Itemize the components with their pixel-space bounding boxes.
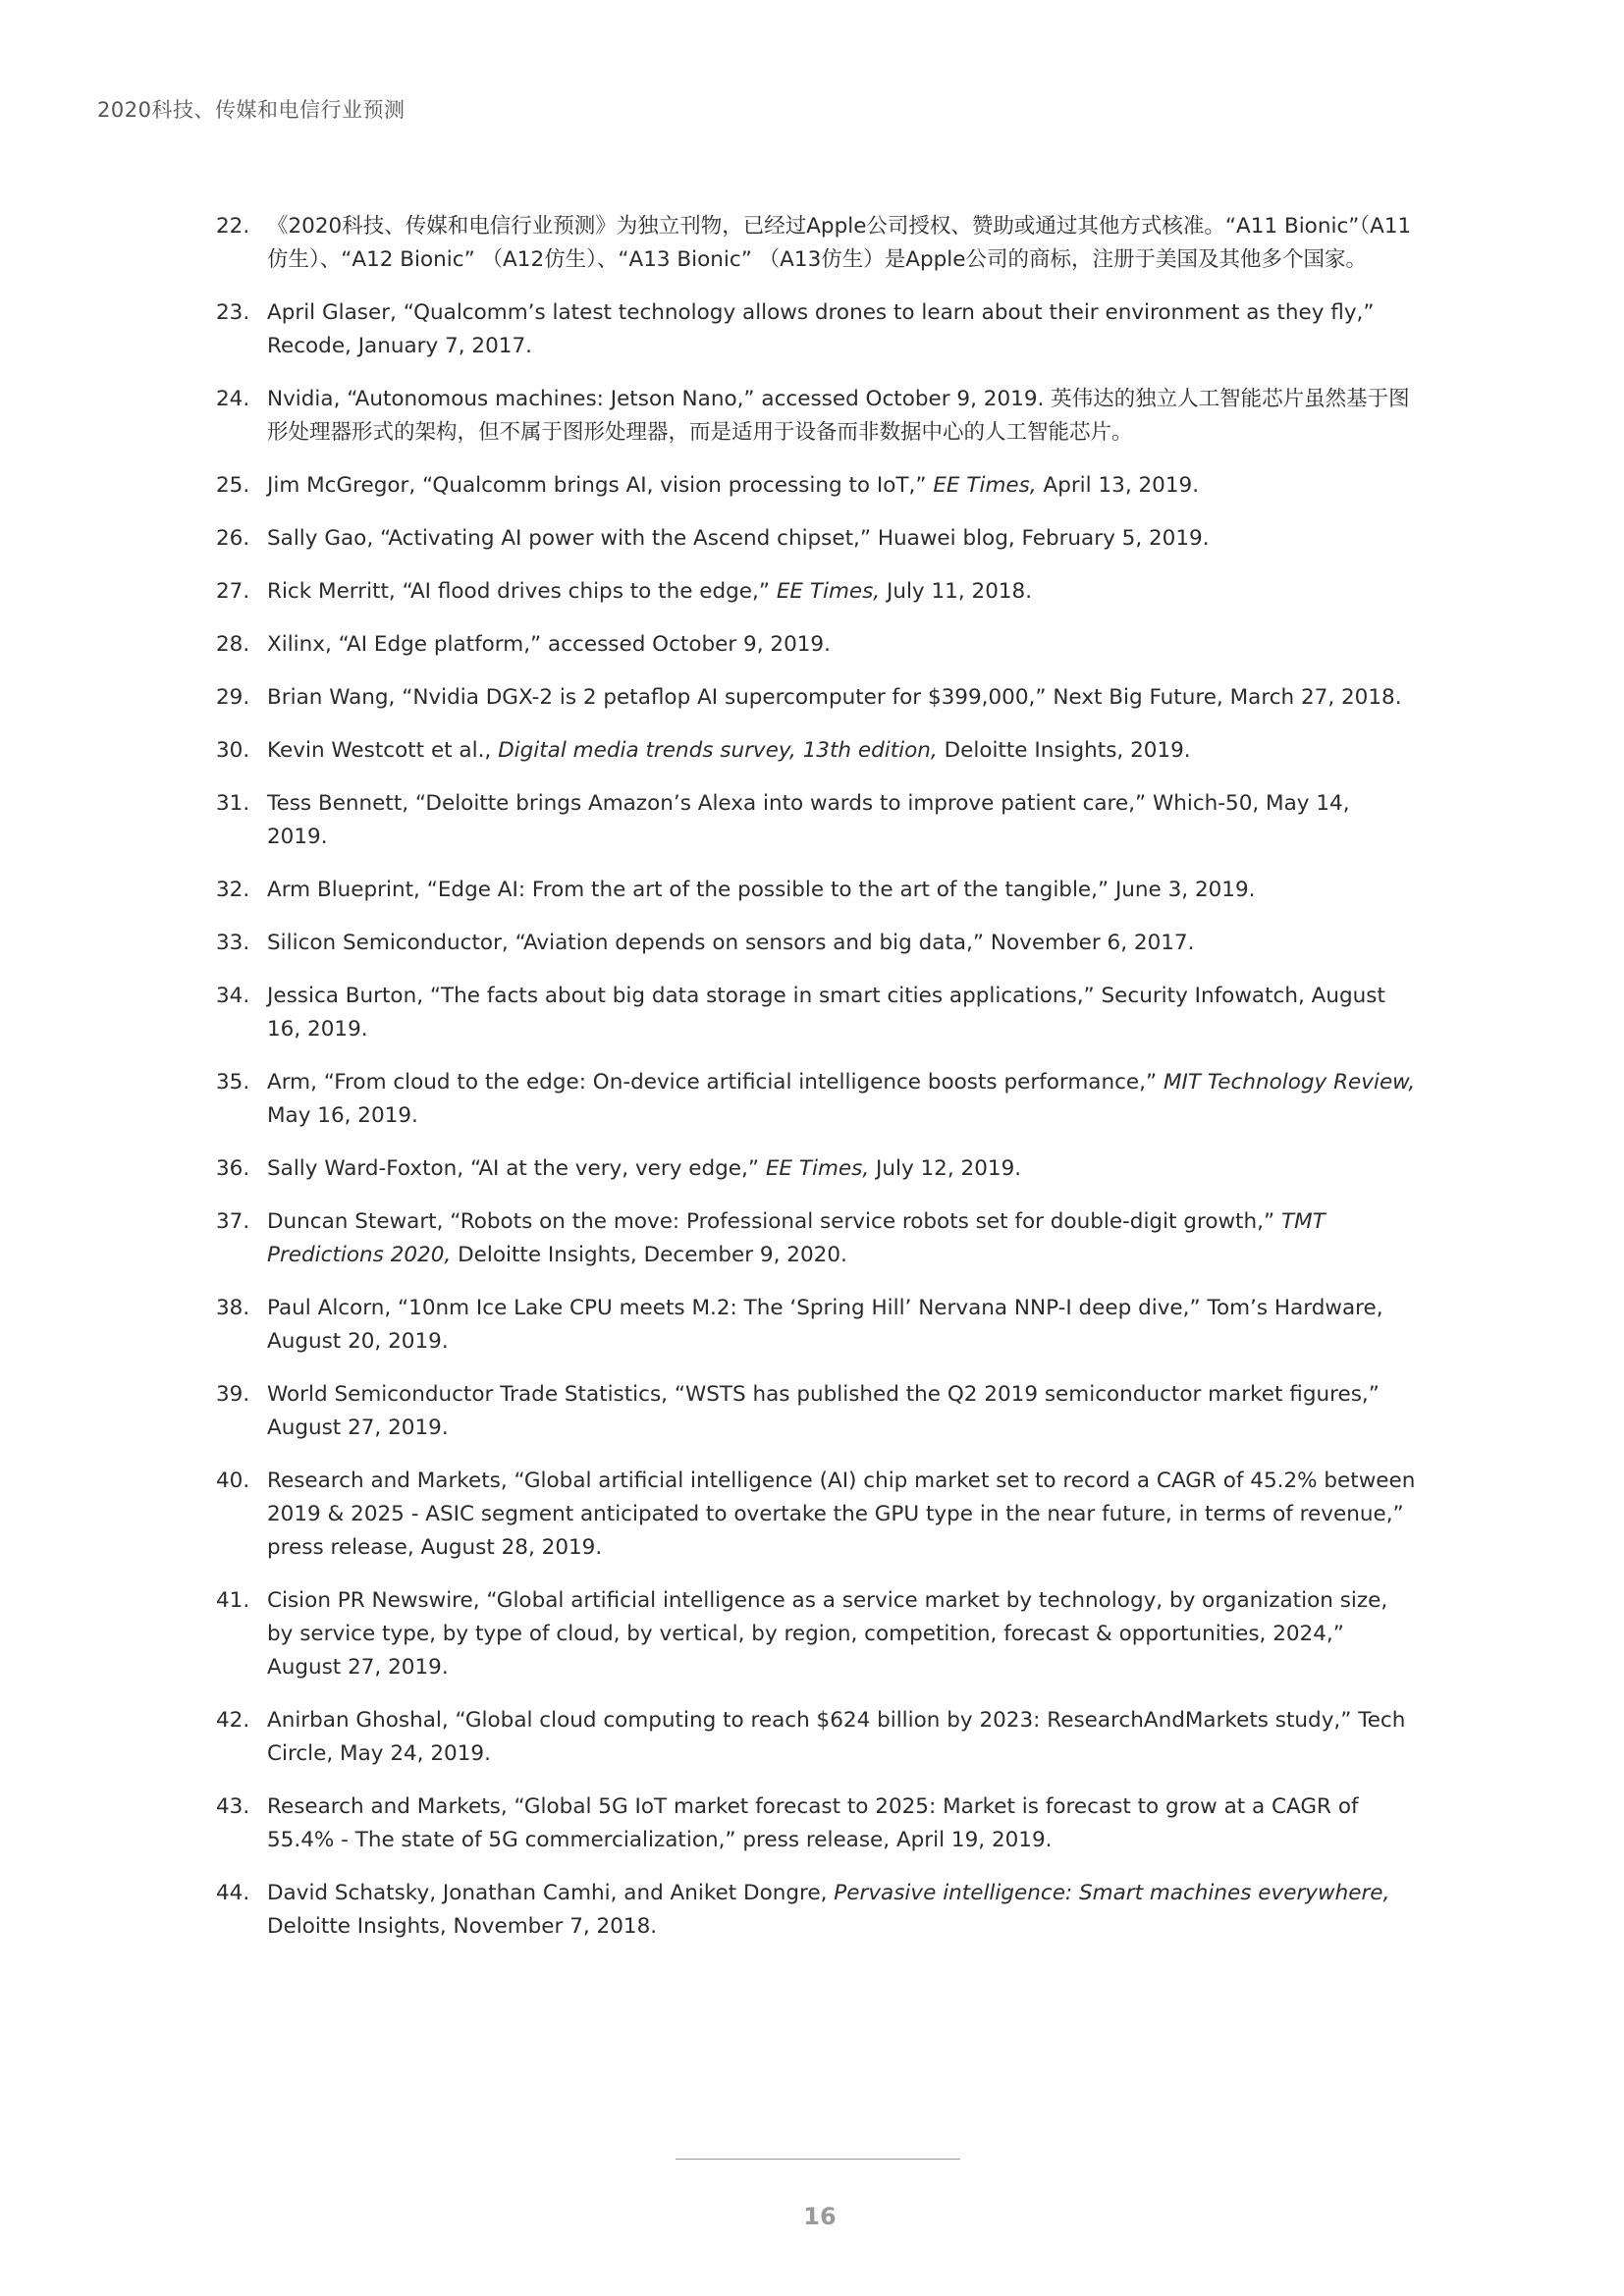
reference-text [267,787,1416,854]
reference-title-italic: TMT Predictions 2020, [267,1209,1326,1267]
reference-text [267,1152,1416,1186]
reference-text [267,927,1416,960]
reference-text-segment: 《2020科技、传媒和电信行业预测》为独立刊物，已经过Apple公司授权、赞助或通过其他方式核准。“A11 Bionic”（A11仿生）、“A12 Bionic” （A12仿生）、“A13 Bionic” （A13仿生）是Apple公司的商标，注册于美国及其他多个国家。 [267,214,1412,272]
reference-text-segment: World Semiconductor Trade Statistics, “WSTS has published the Q2 2019 semiconductor market figures,” August 27, 2019. [267,1382,1380,1440]
reference-number: 30. [216,738,250,763]
reference-item [216,874,1416,907]
reference-text [267,1292,1416,1359]
reference-item [216,1790,1416,1857]
reference-text [267,1378,1416,1445]
reference-text-segment: Tess Bennett, “Deloitte brings Amazon’s Alexa into wards to improve patient care,” Which-50, May 14, 2019. [267,791,1350,849]
footer-divider [676,2159,960,2160]
reference-text [267,469,1416,503]
reference-text-segment: Anirban Ghoshal, “Global cloud computing to reach $624 billion by 2023: ResearchAndMarkets study,” Tech Circle, May 24, 2019. [267,1708,1406,1766]
reference-text [267,296,1416,363]
reference-text-segment: July 12, 2019. [869,1156,1022,1181]
reference-text-segment: David Schatsky, Jonathan Camhi, and Aniket Dongre, [267,1881,835,1905]
reference-number: 28. [216,632,250,657]
reference-text [267,1704,1416,1771]
reference-text-segment: Sally Ward-Foxton, “AI at the very, very edge,” [267,1156,766,1181]
reference-text-segment: Arm, “From cloud to the edge: On-device artificial intelligence boosts performance,” [267,1070,1164,1095]
reference-item [216,1152,1416,1186]
reference-text [267,522,1416,556]
reference-number: 22. [216,214,250,239]
reference-text-segment: May 16, 2019. [267,1103,418,1128]
reference-text-segment: April Glaser, “Qualcomm’s latest technology allows drones to learn about their environment as they fly,” Recode, January 7, 2017. [267,300,1375,358]
reference-number: 26. [216,526,250,551]
reference-item [216,1584,1416,1684]
page-number: 16 [803,2203,837,2230]
reference-text-segment: Kevin Westcott et al., [267,738,499,763]
reference-item [216,383,1416,450]
reference-text-segment: Nvidia, “Autonomous machines: Jetson Nano,” accessed October 9, 2019. 英伟达的独立人工智能芯片虽然基于图形处理器形式的架构，但不属于图形处理器，而是适用于设备而非数据中心的人工智能芯片。 [267,387,1410,445]
reference-text [267,575,1416,609]
reference-number: 37. [216,1209,250,1234]
reference-number: 23. [216,300,250,325]
reference-number: 44. [216,1881,250,1905]
reference-text [267,980,1416,1046]
reference-text [267,1584,1416,1684]
reference-number: 42. [216,1708,250,1733]
reference-number: 33. [216,931,250,955]
reference-text-segment: Deloitte Insights, November 7, 2018. [267,1914,658,1939]
reference-text-segment: Jim McGregor, “Qualcomm brings AI, vision processing to IoT,” [267,473,934,498]
reference-number: 25. [216,473,250,498]
reference-title-italic: MIT Technology Review, [1163,1070,1416,1095]
reference-item [216,296,1416,363]
reference-title-italic: EE Times, [933,473,1037,498]
reference-text [267,681,1416,715]
reference-text-segment: Sally Gao, “Activating AI power with the Ascend chipset,” Huawei blog, February 5, 2019. [267,526,1210,551]
reference-text-segment: Silicon Semiconductor, “Aviation depends on sensors and big data,” November 6, 2017. [267,931,1195,955]
reference-number: 32. [216,878,250,902]
reference-text-segment: Deloitte Insights, December 9, 2020. [451,1243,847,1267]
reference-number: 39. [216,1382,250,1407]
reference-title-italic: EE Times, [776,579,881,604]
reference-number: 43. [216,1794,250,1819]
reference-text [267,1066,1416,1133]
reference-number: 34. [216,984,250,1008]
reference-text-segment: Paul Alcorn, “10nm Ice Lake CPU meets M.2: The ‘Spring Hill’ Nervana NNP-I deep dive,” Tom’s Hardware, August 20, 2019. [267,1296,1383,1354]
reference-item [216,1292,1416,1359]
reference-number: 27. [216,579,250,604]
reference-text [267,734,1416,768]
reference-item [216,469,1416,503]
reference-item [216,681,1416,715]
reference-item [216,1205,1416,1272]
reference-item [216,787,1416,854]
reference-text [267,1790,1416,1857]
reference-number: 41. [216,1588,250,1613]
reference-text-segment: Research and Markets, “Global artificial intelligence (AI) chip market set to record a CAGR of 45.2% between 2019 & 2025 - ASIC segment anticipated to overtake the GPU type in the near future, in terms of revenue,” press release, August 28, 2019. [267,1468,1416,1560]
reference-item [216,522,1416,556]
reference-text-segment: April 13, 2019. [1036,473,1200,498]
reference-text-segment: Rick Merritt, “AI flood drives chips to the edge,” [267,579,777,604]
reference-number: 35. [216,1070,250,1095]
reference-item [216,1704,1416,1771]
reference-item [216,1378,1416,1445]
reference-text [267,874,1416,907]
reference-number: 29. [216,685,250,710]
reference-text-segment: Duncan Stewart, “Robots on the move: Professional service robots set for double-digit growth,” [267,1209,1281,1234]
reference-item [216,575,1416,609]
reference-text-segment: Cision PR Newswire, “Global artificial intelligence as a service market by technology, by organization size, by service type, by type of cloud, by vertical, by region, competition, forecast & opportunities, 2024,” August 27, 2019. [267,1588,1388,1680]
reference-item [216,1877,1416,1944]
reference-item [216,628,1416,662]
reference-text-segment: Xilinx, “AI Edge platform,” accessed October 9, 2019. [267,632,831,657]
reference-text-segment: July 11, 2018. [880,579,1033,604]
reference-title-italic: Pervasive intelligence: Smart machines everywhere, [834,1881,1390,1905]
reference-text [267,1205,1416,1272]
reference-number: 31. [216,791,250,816]
reference-number: 38. [216,1296,250,1320]
reference-text-segment: Jessica Burton, “The facts about big data storage in smart cities applications,” Security Infowatch, August 16, 2019. [267,984,1385,1041]
reference-title-italic: Digital media trends survey, 13th edition, [498,738,938,763]
reference-text [267,210,1416,277]
reference-number: 40. [216,1468,250,1493]
reference-item [216,927,1416,960]
reference-item [216,980,1416,1046]
reference-text-segment: Research and Markets, “Global 5G IoT market forecast to 2025: Market is forecast to grow at a CAGR of 55.4% - The state of 5G commercialization,” press release, April 19, 2019. [267,1794,1359,1852]
reference-text [267,1465,1416,1565]
reference-item [216,734,1416,768]
reference-item [216,210,1416,277]
reference-number: 24. [216,387,250,411]
reference-item [216,1066,1416,1133]
reference-text-segment: Deloitte Insights, 2019. [937,738,1191,763]
reference-text-segment: Brian Wang, “Nvidia DGX-2 is 2 petaflop AI supercomputer for $399,000,” Next Big Future, March 27, 2018. [267,685,1402,710]
reference-number: 36. [216,1156,250,1181]
reference-text [267,628,1416,662]
reference-item [216,1465,1416,1565]
reference-text [267,383,1416,450]
reference-text [267,1877,1416,1944]
reference-list [216,210,1416,1963]
running-header: 2020科技、传媒和电信行业预测 [97,98,406,122]
reference-title-italic: EE Times, [765,1156,870,1181]
reference-text-segment: Arm Blueprint, “Edge AI: From the art of the possible to the art of the tangible,” June 3, 2019. [267,878,1256,902]
